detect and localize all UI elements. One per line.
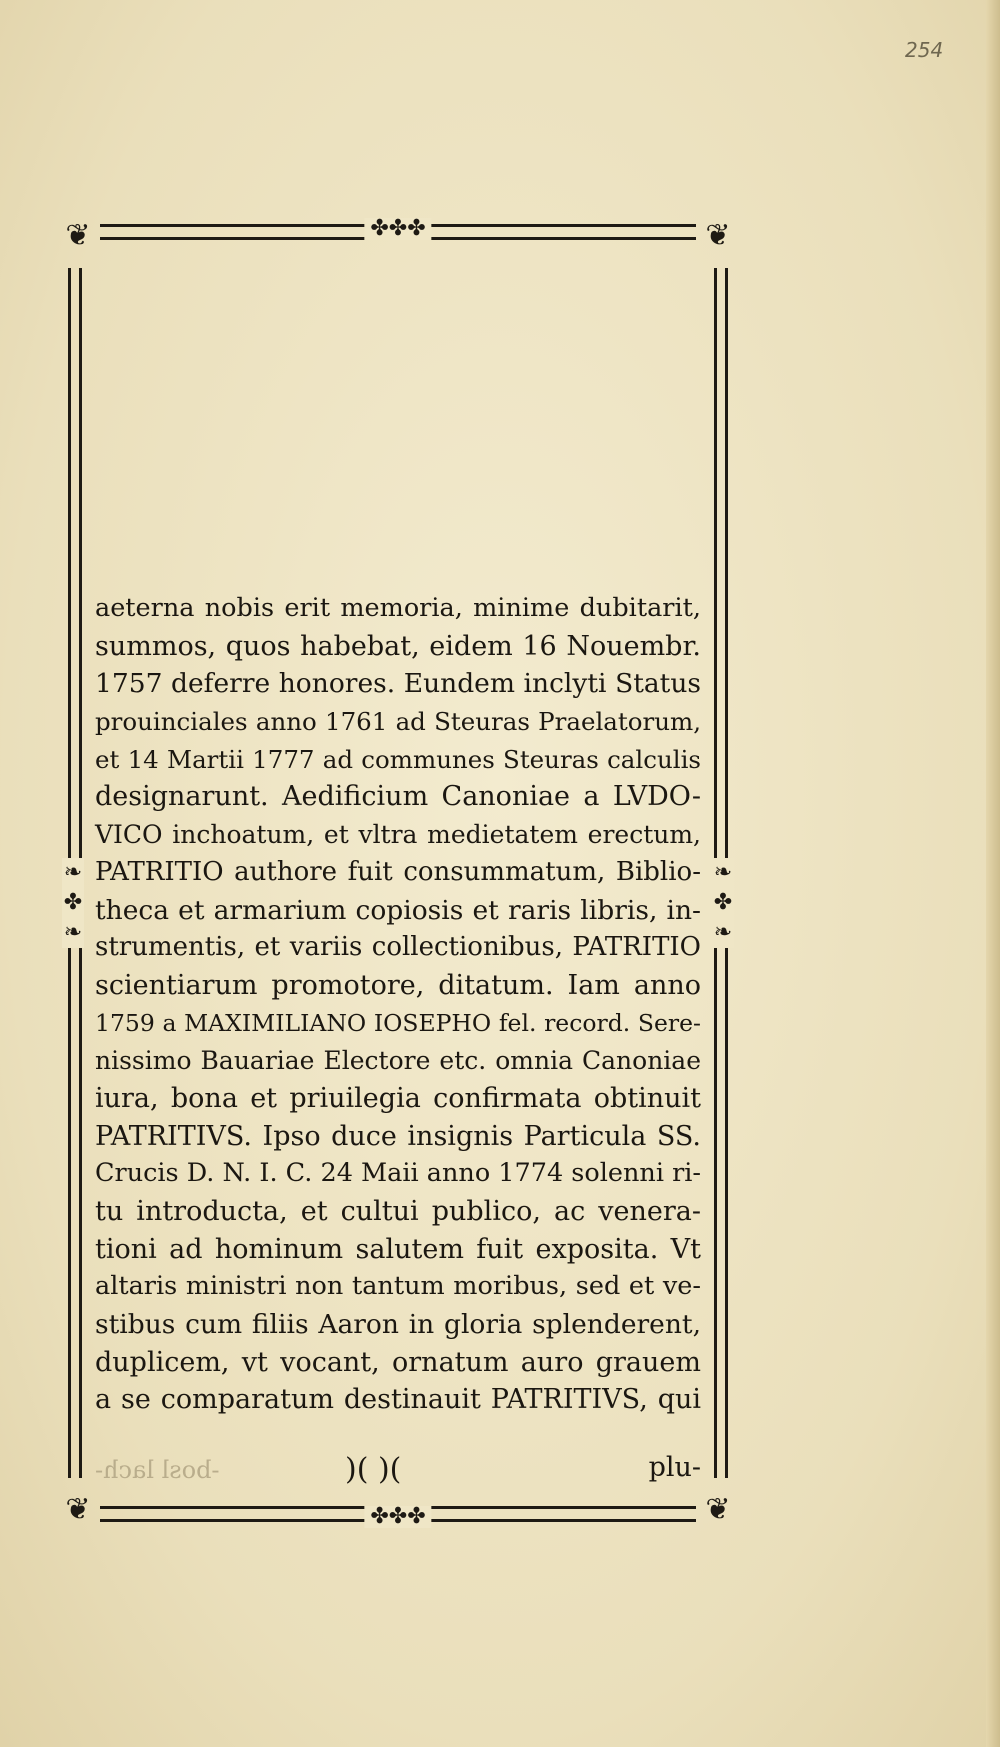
page-edge	[986, 0, 1000, 1747]
text-line: VICO inchoatum, et vltra medietatem erectum,	[95, 820, 701, 850]
text-line: 1757 deferre honores. Eundem inclyti Status	[95, 668, 701, 700]
text-line: et 14 Martii 1777 ad communes Steuras calculis	[95, 744, 701, 774]
folio-number: 254	[905, 38, 944, 62]
body-text	[95, 590, 701, 1419]
fleuron-ornament-icon: ✤✤✤	[364, 218, 431, 240]
text-line: PATRITIVS. Ipso duce insignis Particula SS.	[95, 1120, 701, 1152]
vine-ornament-icon: ❧ ✤ ❧	[712, 858, 734, 948]
scroll-corner-ornament-icon: ❦	[705, 1492, 731, 1527]
page-footer	[95, 1452, 701, 1488]
vine-ornament-icon: ❧ ✤ ❧	[62, 858, 84, 948]
fleuron-ornament-icon: ✤✤✤	[364, 1506, 431, 1528]
catchword: plu-	[648, 1452, 701, 1483]
footer-ornament: )( )(	[345, 1452, 402, 1487]
scroll-corner-ornament-icon: ❦	[65, 1492, 91, 1527]
text-line: iura, bona et priuilegia confirmata obtinuit	[95, 1082, 701, 1114]
text-line: tioni ad hominum salutem fuit exposita. Vt	[95, 1233, 701, 1265]
text-line: nissimo Bauariae Electore etc. omnia Canoniae	[95, 1046, 701, 1076]
text-line: strumentis, et variis collectionibus, PATRITIO	[95, 932, 701, 963]
text-line: a se comparatum destinauit PATRITIVS, qui	[95, 1384, 701, 1416]
scroll-corner-ornament-icon: ❦	[65, 218, 91, 253]
text-line: designarunt. Aedificium Canoniae a LVDO-	[95, 781, 701, 813]
text-line: altaris ministri non tantum moribus, sed et ve-	[95, 1271, 701, 1302]
show-through-text: -bosl lach-	[95, 1456, 220, 1484]
text-line: aeterna nobis erit memoria, minime dubitarit,	[95, 593, 701, 623]
text-line: PATRITIO authore fuit consummatum, Biblio-	[95, 856, 701, 887]
text-line: 1759 a MAXIMILIANO IOSEPHO fel. record. Sere-	[95, 1008, 701, 1037]
text-line: prouinciales anno 1761 ad Steuras Praelatorum,	[95, 707, 701, 737]
text-line: theca et armarium copiosis et raris libris, in-	[95, 894, 701, 926]
text-line: tu introducta, et cultui publico, ac venera-	[95, 1196, 701, 1227]
text-line: duplicem, vt vocant, ornatum auro grauem	[95, 1346, 701, 1378]
text-line: Crucis D. N. I. C. 24 Maii anno 1774 solenni ri-	[95, 1158, 702, 1189]
text-line: stibus cum filiis Aaron in gloria splenderent,	[95, 1309, 701, 1341]
scroll-corner-ornament-icon: ❦	[705, 218, 731, 253]
text-line: scientiarum promotore, ditatum. Iam anno	[95, 969, 701, 1001]
text-line: summos, quos habebat, eidem 16 Nouembr.	[95, 630, 701, 662]
